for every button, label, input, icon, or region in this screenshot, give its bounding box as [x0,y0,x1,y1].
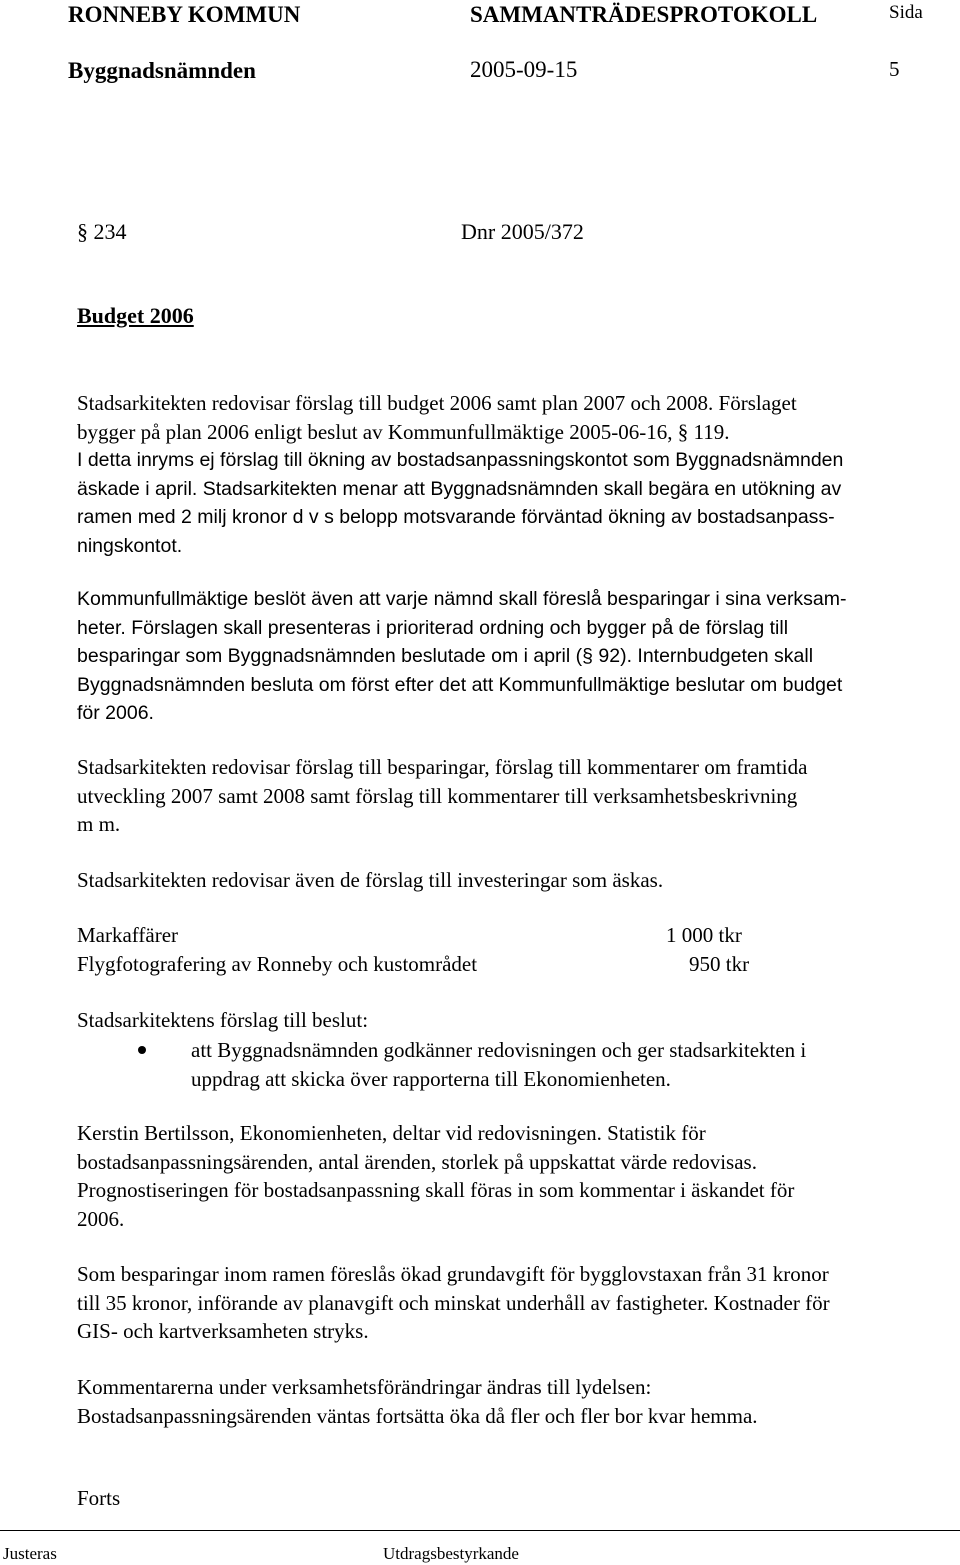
text-line: att Byggnadsnämnden godkänner redovisningen och ger stadsarkitekten i [191,1038,807,1062]
paragraph-fees [77,1260,957,1346]
municipality-name: RONNEBY KOMMUN [68,2,301,27]
text-line: Byggnadsnämnden besluta om först efter det att Kommunfullmäktige beslutar om budget [77,673,843,696]
paragraph-statistics [77,1119,957,1233]
text-line: Kerstin Bertilsson, Ekonomienheten, deltar vid redovisningen. Statistik för [77,1121,706,1145]
continued-label: Forts [77,1486,121,1510]
footer-utdragsbestyrkande: Utdragsbestyrkande [383,1544,519,1563]
bullet-icon [138,1046,146,1054]
text-line: I detta inryms ej förslag till ökning av bostadsanpassningskontot som Byggnadsnämnden [77,449,844,471]
text-line: ramen med 2 milj kronor d v s belopp motsvarande förväntad ökning av bostadsanpass- [77,506,835,528]
text-line: bygger på plan 2006 enligt beslut av Kommunfullmäktige 2005-06-16, § 119. [77,419,730,444]
paragraph-activity-changes [77,1373,957,1430]
investment-name: Flygfotografering av Ronneby och kustområdet [77,952,478,976]
text-line: m m. [77,812,121,836]
text-line: ningskontot. [77,534,183,557]
investment-amount: 1 000 tkr [666,923,742,947]
text-line: utveckling 2007 samt 2008 samt förslag till kommentarer till verksamhetsbeskrivning [77,783,798,808]
board-name: Byggnadsnämnden [68,58,256,83]
text-line: GIS- och kartverksamheten stryks. [77,1319,369,1343]
diary-number: Dnr 2005/372 [461,219,584,244]
text-line: heter. Förslagen skall presenteras i prioriterad ordning och bygger på de förslag till [77,616,789,639]
case-title: Budget 2006 [77,303,194,328]
proposal-heading: Stadsarkitektens förslag till beslut: [77,1008,369,1032]
text-line: Kommentarerna under verksamhetsförändringar ändras till lydelsen: [77,1375,652,1399]
investment-name: Markaffärer [77,923,179,947]
text-line: Stadsarkitekten redovisar förslag till budget 2006 samt plan 2007 och 2008. Förslaget [77,391,797,415]
text-line: bostadsanpassningsärenden, antal ärenden, storlek på uppskattat värde redovisas. [77,1149,757,1174]
text-line: Stadsarkitekten redovisar även de förslag till investeringar som äskas. [77,868,664,892]
paragraph-savings [77,585,957,728]
page-number: 5 [889,57,900,81]
section-number: § 234 [77,219,127,244]
investment-amount: 950 tkr [689,952,750,976]
text-line: äskade i april. Stadsarkitekten menar att Byggnadsnämnden skall begära en utökning av [77,477,842,500]
text-line: uppdrag att skicka över rapporterna till Ekonomienheten. [191,1066,671,1091]
text-line: besparingar som Byggnadsnämnden beslutade om i april (§ 92). Internbudgeten skall [77,645,814,667]
page-label: Sida [889,2,923,23]
paragraph-investments [77,866,957,895]
text-line: Som besparingar inom ramen föreslås ökad grundavgift för bygglovstaxan från 31 kronor [77,1262,829,1286]
text-line: för 2006. [77,702,154,724]
proposal-bullet [191,1036,806,1093]
document-type: SAMMANTRÄDESPROTOKOLL [470,2,818,27]
text-line: 2006. [77,1206,125,1231]
meeting-date: 2005-09-15 [470,57,578,82]
footer-justeras: Justeras [3,1544,57,1563]
text-line: Kommunfullmäktige beslöt även att varje nämnd skall föreslå besparingar i sina verksam- [77,588,847,610]
text-line: Stadsarkitekten redovisar förslag till besparingar, förslag till kommentarer om framtida [77,755,808,779]
text-line: till 35 kronor, införande av planavgift och minskat underhåll av fastigheter. Kostnader för [77,1290,830,1315]
text-line: Prognostiseringen för bostadsanpassning skall föras in som kommentar i äskandet för [77,1178,795,1202]
text-line: Bostadsanpassningsärenden väntas fortsätta öka då fler och fler bor kvar hemma. [77,1403,758,1428]
paragraph-comments [77,753,957,839]
footer-rule [0,1530,960,1531]
paragraph-budget-proposal [77,389,957,560]
